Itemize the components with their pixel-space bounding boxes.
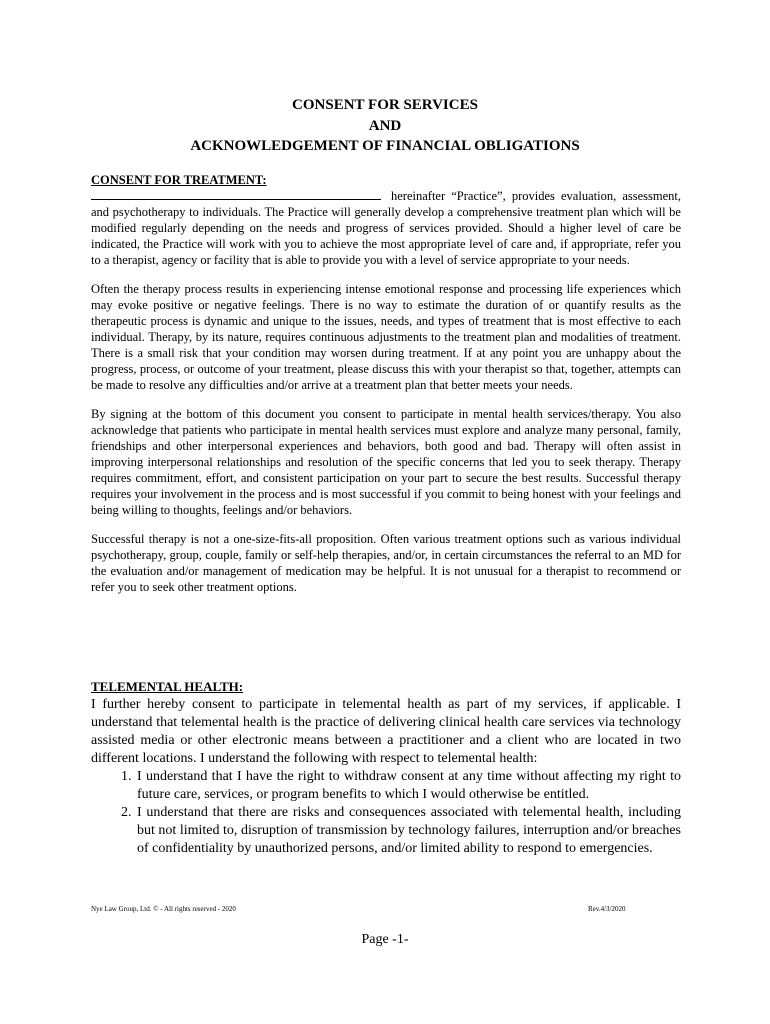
telemental-item: 1. I understand that I have the right to withdraw consent at any time without affecting my right to future care, services, or program benefits to which I would otherwise be entitled. [135, 768, 681, 804]
consent-paragraph-1-text: hereinafter “Practice”, provides evaluation, assessment, and psychotherapy to individuals. The Practice will generally develop a comprehensive treatment plan which will be modified regularly depending on the needs and progress of services provided. Should a higher level of care be indicated, the Practice will work with you to achieve the most appropriate level of care and, if appropriate, refer you to a therapist, agency or facility that is able to provide you with a level of service appropriate to your needs. [91, 189, 681, 267]
telemental-list [91, 768, 681, 858]
page-number: Page -1- [361, 932, 409, 947]
document-title-line3: ACKNOWLEDGEMENT OF FINANCIAL OBLIGATIONS [190, 138, 580, 154]
consent-paragraph-1 [91, 188, 681, 268]
footer-copyright: Nye Law Group, Ltd. © - All rights reserved - 2020 [91, 905, 236, 913]
telemental-item: 2. I understand that there are risks and consequences associated with telemental health, including but not limited to, disruption of transmission by technology failures, interruption and/or breaches of confidentiality by unauthorized persons, and/or limited ability to respond to emergencies. [135, 804, 681, 858]
document-title-line2: AND [368, 118, 402, 134]
footer-revision: Rev.4/3/2020 [588, 905, 626, 913]
consent-paragraph-2: Often the therapy process results in experiencing intense emotional response and processing life experiences which may evoke positive or negative feelings. There is no way to estimate the duration of or quantify results as the therapeutic process is dynamic and unique to the issues, needs, and types of treatment that is most effective to each individual. Therapy, by its nature, requires continuous adjustments to the treatment plan and modalities of treatment. There is a small risk that your condition may worsen during treatment. If at any point you are unhappy about the progress, process, or outcome of your treatment, please discuss this with your therapist so that, together, attempts can be made to resolve any difficulties and/or arrive at a treatment plan that better meets your needs. [91, 282, 681, 392]
consent-paragraph-4: Successful therapy is not a one-size-fits-all proposition. Often various treatment options such as various individual psychotherapy, group, couple, family or self-help therapies, and/or, in certain circumstances the referral to an MD for the evaluation and/or management of medication may be helpful. It is not unusual for a therapist to recommend or refer you to seek other treatment options. [91, 532, 681, 594]
document-title-line1: CONSENT FOR SERVICES [292, 97, 478, 113]
consent-heading: CONSENT FOR TREATMENT: [91, 173, 267, 187]
telemental-section [91, 678, 681, 858]
telemental-heading: TELEMENTAL HEALTH: [91, 679, 244, 694]
consent-paragraph-3: By signing at the bottom of this document you consent to participate in mental health services/therapy. You also acknowledge that patients who participate in mental health services must explore and analyze many personal, family, friendships and other interpersonal experiences and behaviors, both good and bad. Therapy will often assist in improving interpersonal relationships and resolution of the specific concerns that led you to seek therapy. Therapy requires commitment, effort, and consistent participation on your part to secure the best results. Successful therapy requires your involvement in the process and is most successful if you commit to being honest with your feelings and being willing to thoughts, feelings and/or behaviors. [91, 407, 681, 517]
practice-name-blank[interactable] [91, 189, 381, 200]
consent-section [91, 172, 681, 608]
telemental-intro: I further hereby consent to participate in telemental health as part of my services, if applicable. I understand that telemental health is the practice of delivering clinical health care services via technology assisted media or other electronic means between a practitioner and a client who are located in two different locations. I understand the following with respect to telemental health: [91, 697, 681, 766]
